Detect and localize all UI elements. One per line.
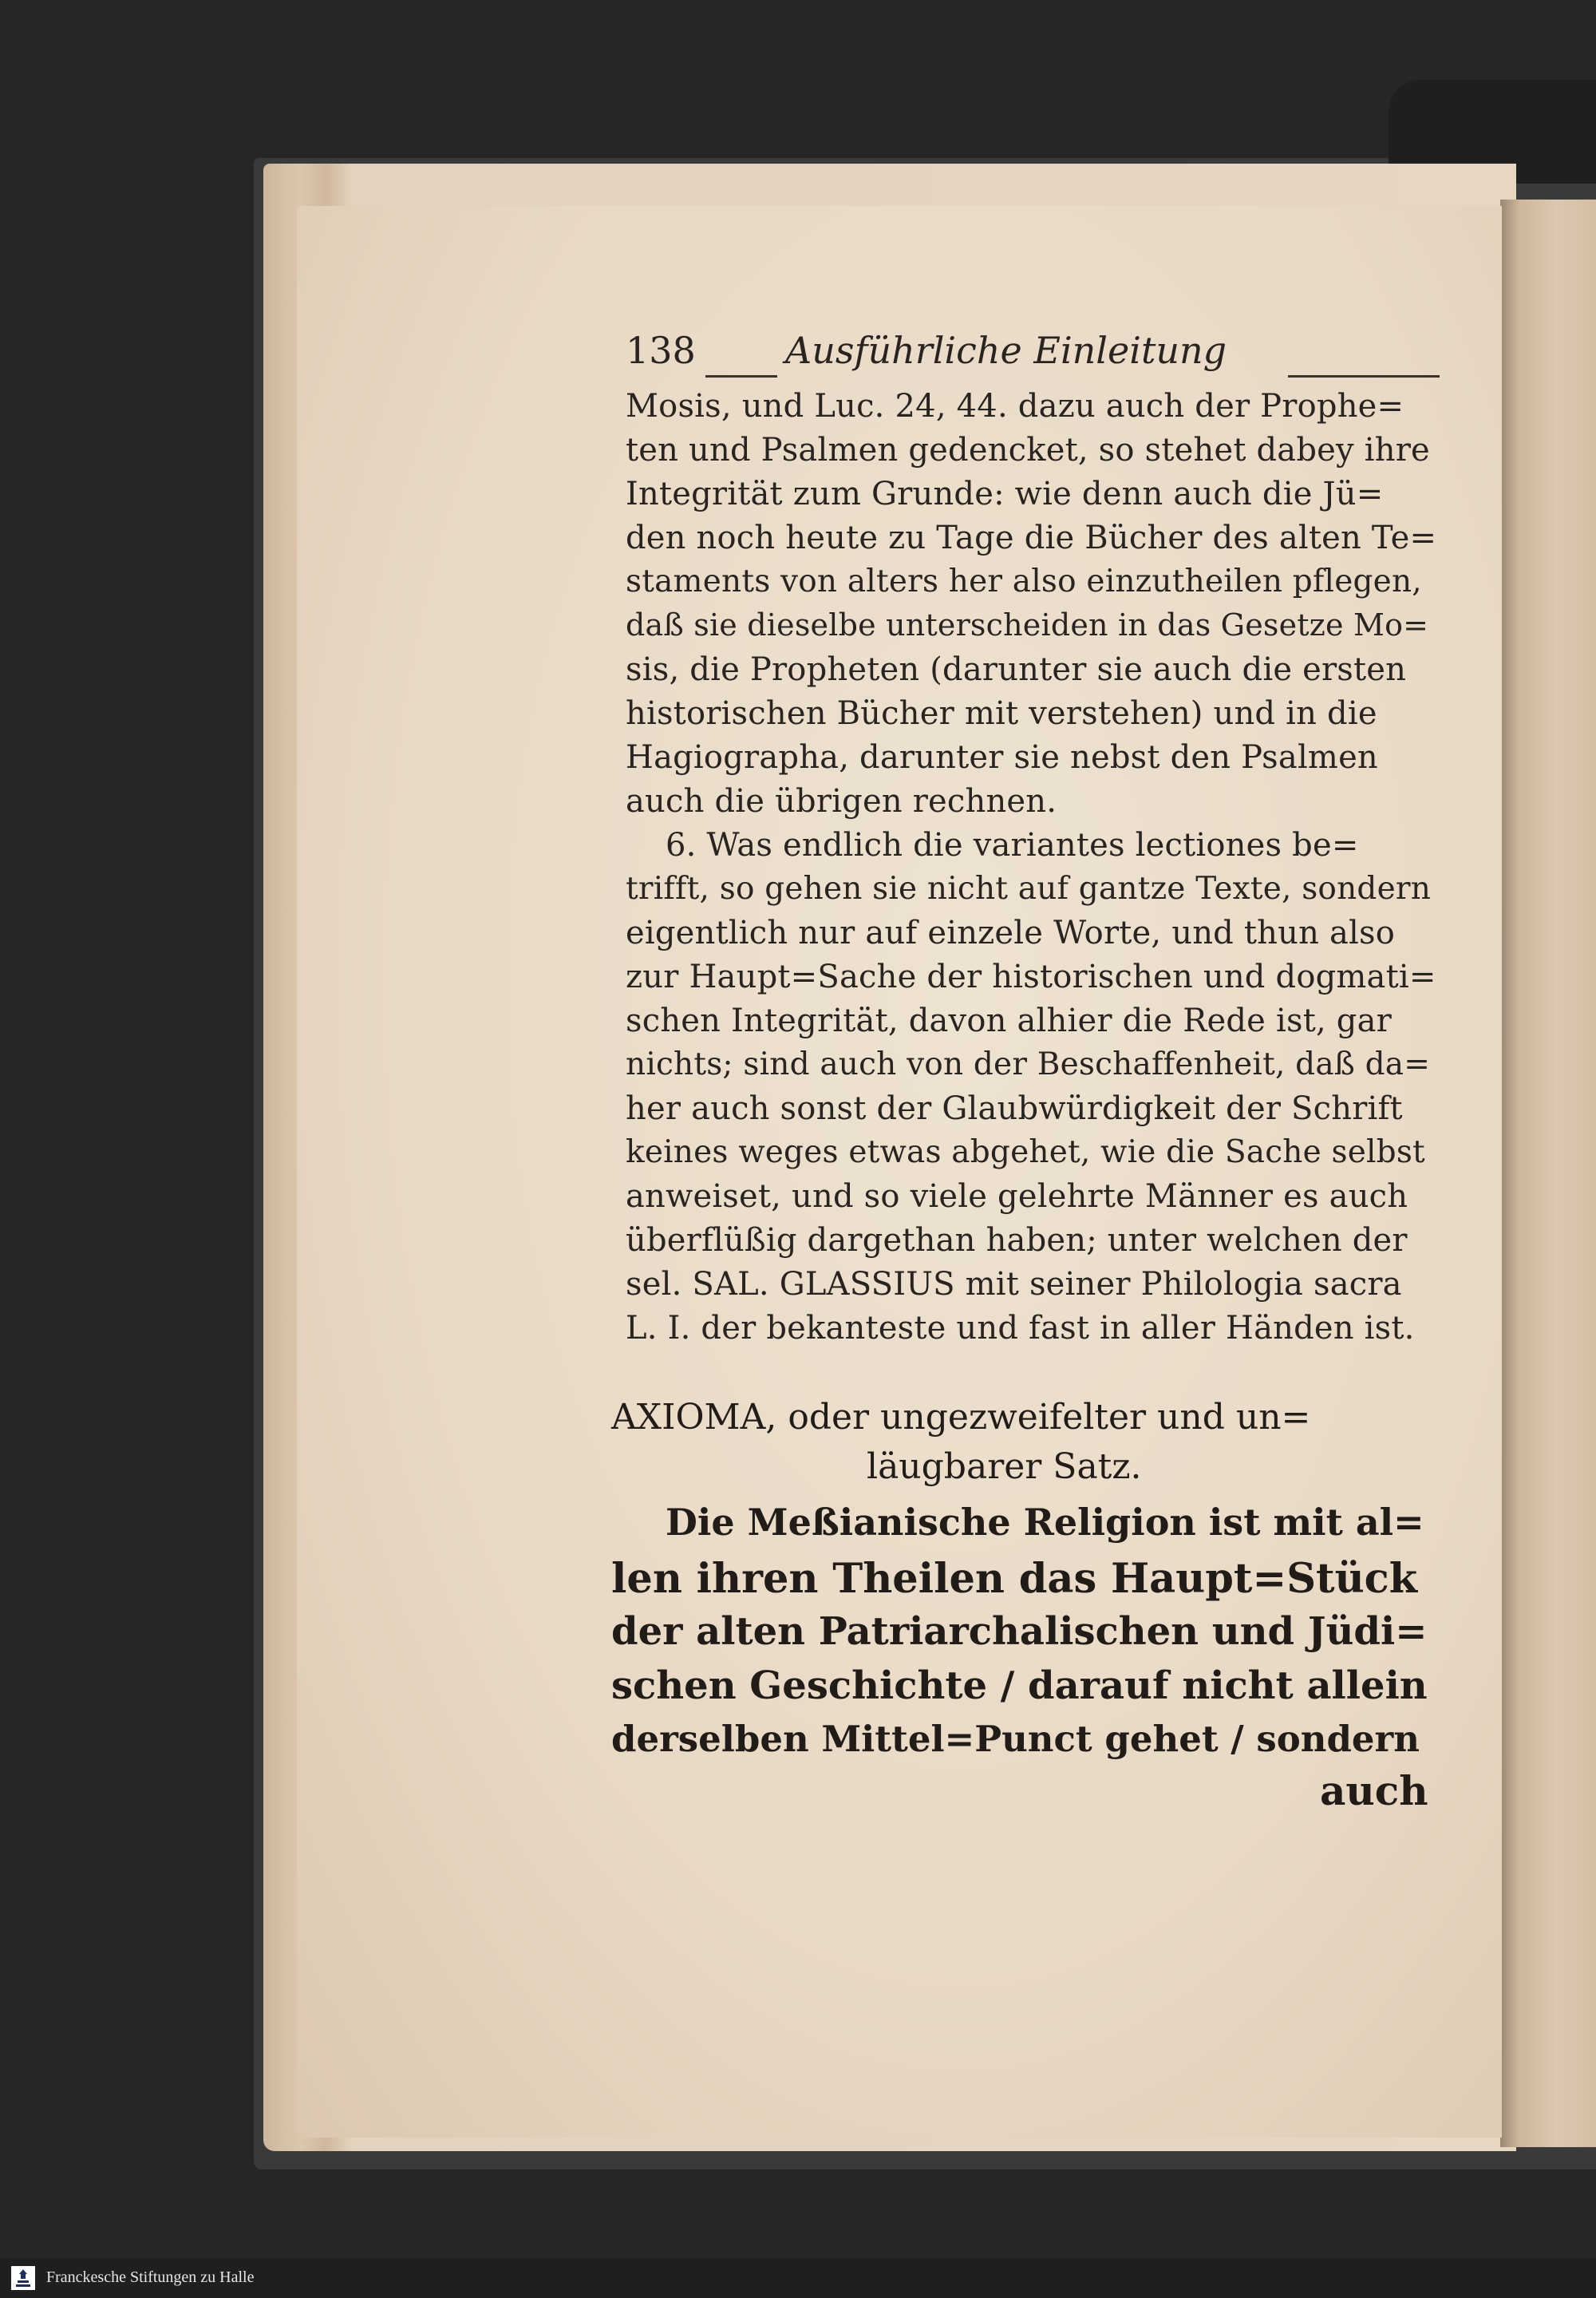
body-line: historischen Bücher mit verstehen) und in die (626, 695, 1377, 732)
page-number: 138 (626, 329, 696, 372)
axiom-body-line: derselben Mittel=Punct gehet / sondern (611, 1718, 1420, 1760)
running-head (626, 329, 1440, 385)
body-line: den noch heute zu Tage die Bücher des alten Te= (626, 520, 1437, 556)
body-line: sel. SAL. GLASSIUS mit seiner Philologia sacra (626, 1266, 1402, 1303)
axiom-body-line: schen Geschichte / darauf nicht allein (611, 1663, 1428, 1708)
body-line: her auch sonst der Glaubwürdigkeit der Schrift (626, 1090, 1403, 1127)
body-line: 6. Was endlich die variantes lectiones be= (666, 827, 1359, 864)
body-line: keines weges etwas abgehet, wie die Sache selbst (626, 1134, 1425, 1170)
axiom-heading-line: AXIOMA, oder ungezweifelter und un= (611, 1397, 1311, 1438)
body-line: anweiset, und so viele gelehrte Männer es auch (626, 1178, 1408, 1215)
body-line: staments von alters her also einzutheilen pflegen, (626, 564, 1422, 599)
axiom-body-line: len ihren Theilen das Haupt=Stück (611, 1555, 1418, 1603)
body-line: ten und Psalmen gedencket, so stehet dabey ihre (626, 432, 1430, 469)
body-line: eigentlich nur auf einzele Worte, und thun also (626, 915, 1396, 951)
body-line: auch die übrigen rechnen. (626, 783, 1057, 820)
body-line: Mosis, und Luc. 24, 44. dazu auch der Prophe= (626, 388, 1404, 425)
body-line: Hagiographa, darunter sie nebst den Psalmen (626, 739, 1378, 776)
institution-name: Franckesche Stiftungen zu Halle (46, 2268, 255, 2286)
body-line: zur Haupt=Sache der historischen und dogmati= (626, 959, 1436, 995)
axiom-body-line: Die Meßianische Religion ist mit al= (666, 1501, 1424, 1544)
running-title: Ausführliche Einleitung (785, 329, 1227, 372)
axiom-body-line: der alten Patriarchalischen und Jüdi= (611, 1609, 1428, 1654)
head-rule (1288, 375, 1440, 378)
head-rule (705, 375, 777, 378)
axiom-heading-line: läugbarer Satz. (867, 1446, 1142, 1487)
body-line: sis, die Propheten (darunter sie auch die ersten (626, 651, 1407, 688)
body-line: daß sie dieselbe unterscheiden in das Gesetze Mo= (626, 607, 1429, 643)
body-line: überflüßig dargethan haben; unter welchen der (626, 1222, 1408, 1259)
institution-logo-icon (11, 2266, 35, 2290)
next-page-edge (1500, 200, 1596, 2147)
body-line: nichts; sind auch von der Beschaffenheit, daß da= (626, 1046, 1431, 1082)
body-line: schen Integrität, davon alhier die Rede ist, gar (626, 1003, 1392, 1039)
axiom-catchword: auch (1320, 1767, 1428, 1814)
footer-bar (0, 2259, 1596, 2298)
body-line: trifft, so gehen sie nicht auf gantze Texte, sondern (626, 871, 1432, 907)
body-line: Integrität zum Grunde: wie denn auch die Jü= (626, 476, 1384, 512)
body-line: L. I. der bekanteste und fast in aller Händen ist. (626, 1310, 1415, 1347)
